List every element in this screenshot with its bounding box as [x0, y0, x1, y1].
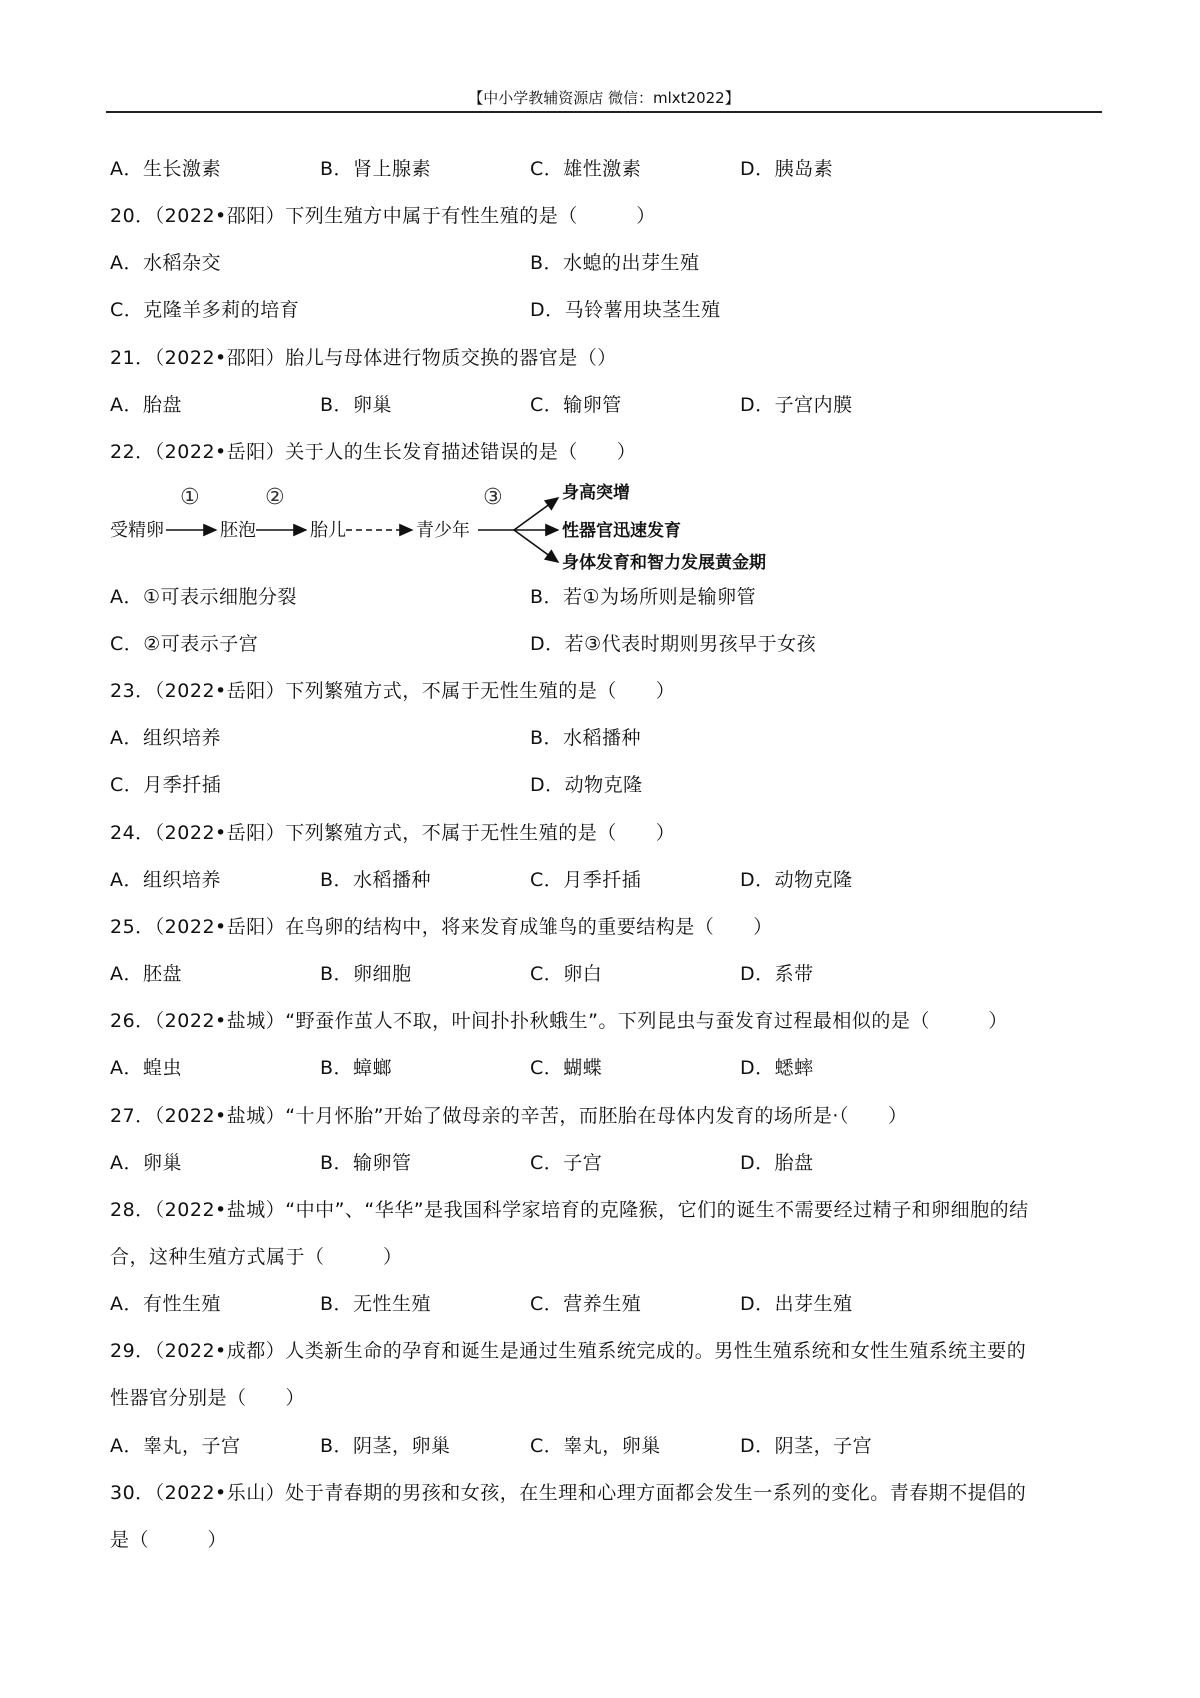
q21-option-c[interactable]: C．输卵管	[530, 394, 622, 416]
q22-option-d[interactable]: D．若③代表时期则男孩早于女孩	[530, 633, 817, 655]
q29-stem-line1: 29．（2022•成都）人类新生命的孕育和诞生是通过生殖系统完成的。男性生殖系统和女性生殖系统主要的	[110, 1340, 1027, 1362]
node-adolescent: 青少年	[416, 520, 470, 541]
node-fertilized-egg: 受精卵	[110, 520, 164, 541]
q24-stem: 24．（2022•岳阳）下列繁殖方式，不属于无性生殖的是（ ）	[110, 822, 676, 844]
marker-2: ②	[265, 485, 285, 510]
q19-option-a[interactable]: A．生长激素	[110, 158, 221, 180]
q26-option-a[interactable]: A．蝗虫	[110, 1057, 182, 1079]
q28-option-c[interactable]: C．营养生殖	[530, 1293, 642, 1315]
q26-option-d[interactable]: D．蟋蟀	[740, 1057, 814, 1079]
q21-option-d[interactable]: D．子宫内膜	[740, 394, 853, 416]
q29-option-c[interactable]: C．睾丸，卵巢	[530, 1435, 661, 1457]
q21-stem: 21．（2022•邵阳）胎儿与母体进行物质交换的器官是（）	[110, 347, 617, 369]
development-flow-diagram	[110, 474, 800, 574]
branch-arrow-1	[514, 498, 558, 530]
q20-option-a[interactable]: A．水稻杂交	[110, 252, 221, 274]
q23-option-d[interactable]: D．动物克隆	[530, 774, 643, 796]
q28-stem-line2: 合，这种生殖方式属于（ ）	[110, 1246, 403, 1268]
branch-sex-organs: 性器官迅速发育	[562, 521, 681, 541]
q29-stem-line2: 性器官分别是（ ）	[110, 1387, 306, 1409]
q28-option-b[interactable]: B．无性生殖	[320, 1293, 432, 1315]
q25-option-c[interactable]: C．卵白	[530, 963, 603, 985]
node-blastocyst: 胚泡	[220, 520, 256, 541]
q20-stem: 20．（2022•邵阳）下列生殖方中属于有性生殖的是（ ）	[110, 205, 656, 227]
q25-option-d[interactable]: D．系带	[740, 963, 814, 985]
q27-option-d[interactable]: D．胎盘	[740, 1152, 814, 1174]
q29-option-b[interactable]: B．阴茎，卵巢	[320, 1435, 451, 1457]
q27-option-c[interactable]: C．子宫	[530, 1152, 603, 1174]
q20-option-c[interactable]: C．克隆羊多莉的培育	[110, 299, 300, 321]
q27-option-b[interactable]: B．输卵管	[320, 1152, 412, 1174]
q30-stem-line2: 是（ ）	[110, 1529, 228, 1551]
marker-3: ③	[483, 485, 503, 510]
q20-option-d[interactable]: D．马铃薯用块茎生殖	[530, 299, 721, 321]
header-divider	[106, 111, 1102, 113]
q28-stem-line1: 28．（2022•盐城）“中中”、“华华”是我国科学家培育的克隆猴，它们的诞生不需要经过精子和卵细胞的结	[110, 1199, 1029, 1221]
q27-stem: 27．（2022•盐城）“十月怀胎”开始了做母亲的辛苦，而胚胎在母体内发育的场所是·（ ）	[110, 1105, 908, 1127]
q19-option-b[interactable]: B．肾上腺素	[320, 158, 432, 180]
q22-option-c[interactable]: C．②可表示子宫	[110, 633, 259, 655]
q30-stem-line1: 30．（2022•乐山）处于青春期的男孩和女孩，在生理和心理方面都会发生一系列的变化。青春期不提倡的	[110, 1482, 1027, 1504]
q19-option-d[interactable]: D．胰岛素	[740, 158, 834, 180]
q29-option-d[interactable]: D．阴茎，子宫	[740, 1435, 873, 1457]
q22-stem: 22．（2022•岳阳）关于人的生长发育描述错误的是（ ）	[110, 441, 637, 463]
q22-option-a[interactable]: A．①可表示细胞分裂	[110, 586, 298, 608]
q21-option-b[interactable]: B．卵巢	[320, 394, 393, 416]
q22-option-b[interactable]: B．若①为场所则是输卵管	[530, 586, 757, 608]
q28-option-a[interactable]: A．有性生殖	[110, 1293, 221, 1315]
q24-option-c[interactable]: C．月季扦插	[530, 869, 642, 891]
q24-option-b[interactable]: B．水稻播种	[320, 869, 432, 891]
branch-golden-period: 身体发育和智力发展黄金期	[562, 553, 766, 573]
q21-option-a[interactable]: A．胎盘	[110, 394, 182, 416]
q23-option-b[interactable]: B．水稻播种	[530, 727, 642, 749]
q24-option-a[interactable]: A．组织培养	[110, 869, 221, 891]
q25-option-a[interactable]: A．胚盘	[110, 963, 182, 985]
q23-stem: 23．（2022•岳阳）下列繁殖方式，不属于无性生殖的是（ ）	[110, 680, 676, 702]
branch-height-growth: 身高突增	[562, 483, 630, 503]
q29-option-a[interactable]: A．睾丸，子宫	[110, 1435, 241, 1457]
q26-option-c[interactable]: C．蝴蝶	[530, 1057, 603, 1079]
q19-option-c[interactable]: C．雄性激素	[530, 158, 642, 180]
q20-option-b[interactable]: B．水螅的出芽生殖	[530, 252, 700, 274]
q24-option-d[interactable]: D．动物克隆	[740, 869, 853, 891]
q25-option-b[interactable]: B．卵细胞	[320, 963, 412, 985]
q23-option-c[interactable]: C．月季扦插	[110, 774, 222, 796]
q26-option-b[interactable]: B．蟑螂	[320, 1057, 393, 1079]
q23-option-a[interactable]: A．组织培养	[110, 727, 221, 749]
q27-option-a[interactable]: A．卵巢	[110, 1152, 182, 1174]
marker-1: ①	[180, 485, 200, 510]
q28-option-d[interactable]: D．出芽生殖	[740, 1293, 853, 1315]
q26-stem: 26．（2022•盐城）“野蚕作茧人不取，叶间扑扑秋蛾生”。下列昆虫与蚕发育过程最相似的是（ ）	[110, 1010, 1008, 1032]
page-header: 【中小学教辅资源店 微信：mlxt2022】	[468, 89, 740, 107]
node-fetus: 胎儿	[310, 520, 346, 541]
branch-arrow-3	[514, 530, 558, 562]
q25-stem: 25．（2022•岳阳）在鸟卵的结构中，将来发育成雏鸟的重要结构是（ ）	[110, 916, 773, 938]
